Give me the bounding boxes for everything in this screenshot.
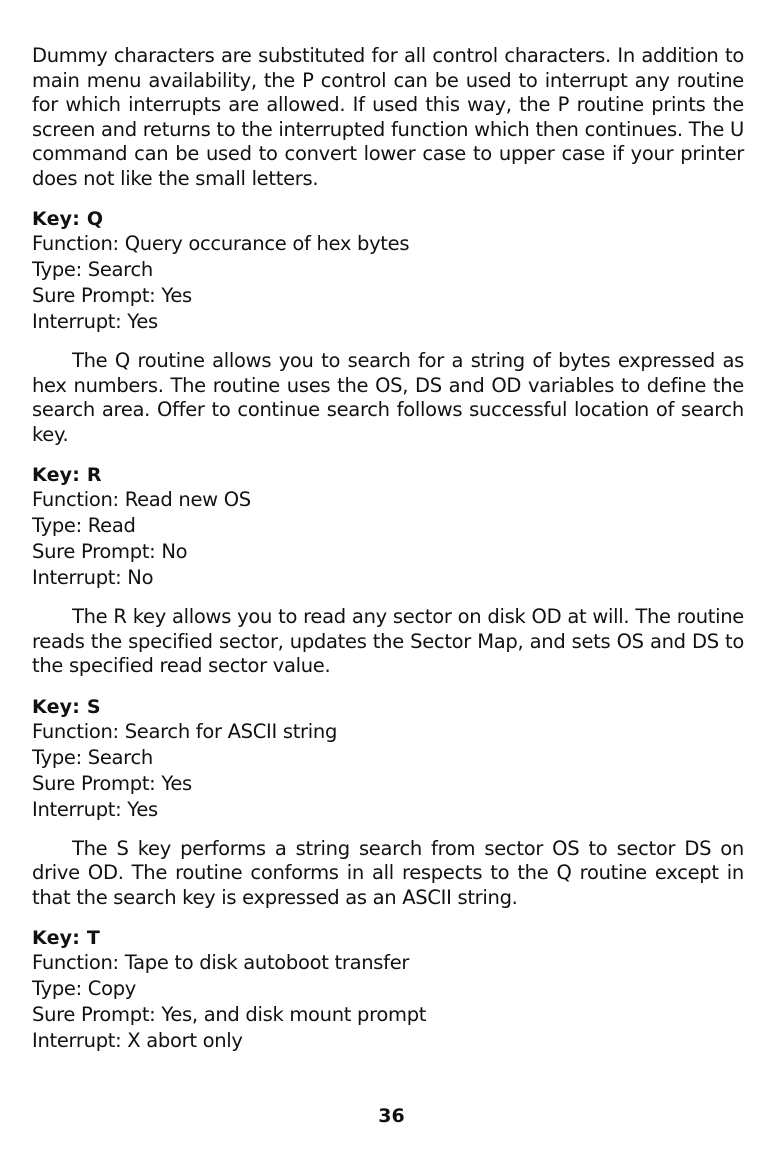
key-q-interrupt: Interrupt: Yes	[32, 310, 158, 333]
key-t-type: Type: Copy	[32, 977, 137, 1000]
key-s-interrupt: Interrupt: Yes	[32, 797, 158, 821]
key-s-section	[32, 695, 744, 911]
key-s-sure-prompt: Sure Prompt: Yes	[32, 771, 192, 795]
key-q-section	[32, 207, 744, 447]
key-r-description: The R key allows you to read any sector on disk OD at will. The routine reads the specified sector, updates the Sector Map, and sets OS and DS to the specified read sector value.	[32, 605, 744, 677]
key-r-section	[32, 463, 744, 679]
key-r-interrupt: Interrupt: No	[32, 566, 154, 589]
key-q-description: The Q routine allows you to search for a string of bytes expressed as hex numbers. The routine uses the OS, DS and OD variables to define the search area. Offer to continue search follows successful location of search key.	[32, 349, 744, 446]
key-r-function: Function: Read new OS	[32, 488, 251, 511]
key-s-type: Type: Search	[32, 745, 153, 769]
key-t-sure-prompt: Sure Prompt: Yes, and disk mount prompt	[32, 1003, 427, 1026]
key-s-heading: Key: S	[32, 695, 101, 718]
intro-paragraph: Dummy characters are substituted for all control characters. In addition to main menu availability, the P control can be used to interrupt any routine for which interrupts are allowed. If used this way, the P routine prints the screen and returns to the interrupted function which then continues. The U command can be used to convert lower case to upper case if your printer does not like the small letters.	[32, 44, 744, 190]
key-r-type: Type: Read	[32, 514, 136, 537]
key-r-heading: Key: R	[32, 464, 102, 486]
key-s-function: Function: Search for ASCII string	[32, 719, 338, 743]
key-t-section	[32, 926, 744, 1054]
key-s-description: The S key performs a string search from sector OS to sector DS on drive OD. The routine conforms in all respects to the Q routine except in that the search key is expressed as an ASCII string.	[32, 836, 744, 909]
key-q-type: Type: Search	[32, 258, 153, 281]
key-t-function: Function: Tape to disk autoboot transfer	[32, 951, 410, 974]
key-r-sure-prompt: Sure Prompt: No	[32, 540, 188, 563]
key-t-interrupt: Interrupt: X abort only	[32, 1029, 243, 1052]
key-t-heading: Key: T	[32, 927, 101, 949]
manual-page	[32, 44, 744, 1054]
key-q-heading: Key: Q	[32, 208, 104, 230]
key-q-sure-prompt: Sure Prompt: Yes	[32, 284, 192, 307]
key-q-function: Function: Query occurance of hex bytes	[32, 232, 410, 255]
page-number: 36	[378, 1105, 405, 1127]
